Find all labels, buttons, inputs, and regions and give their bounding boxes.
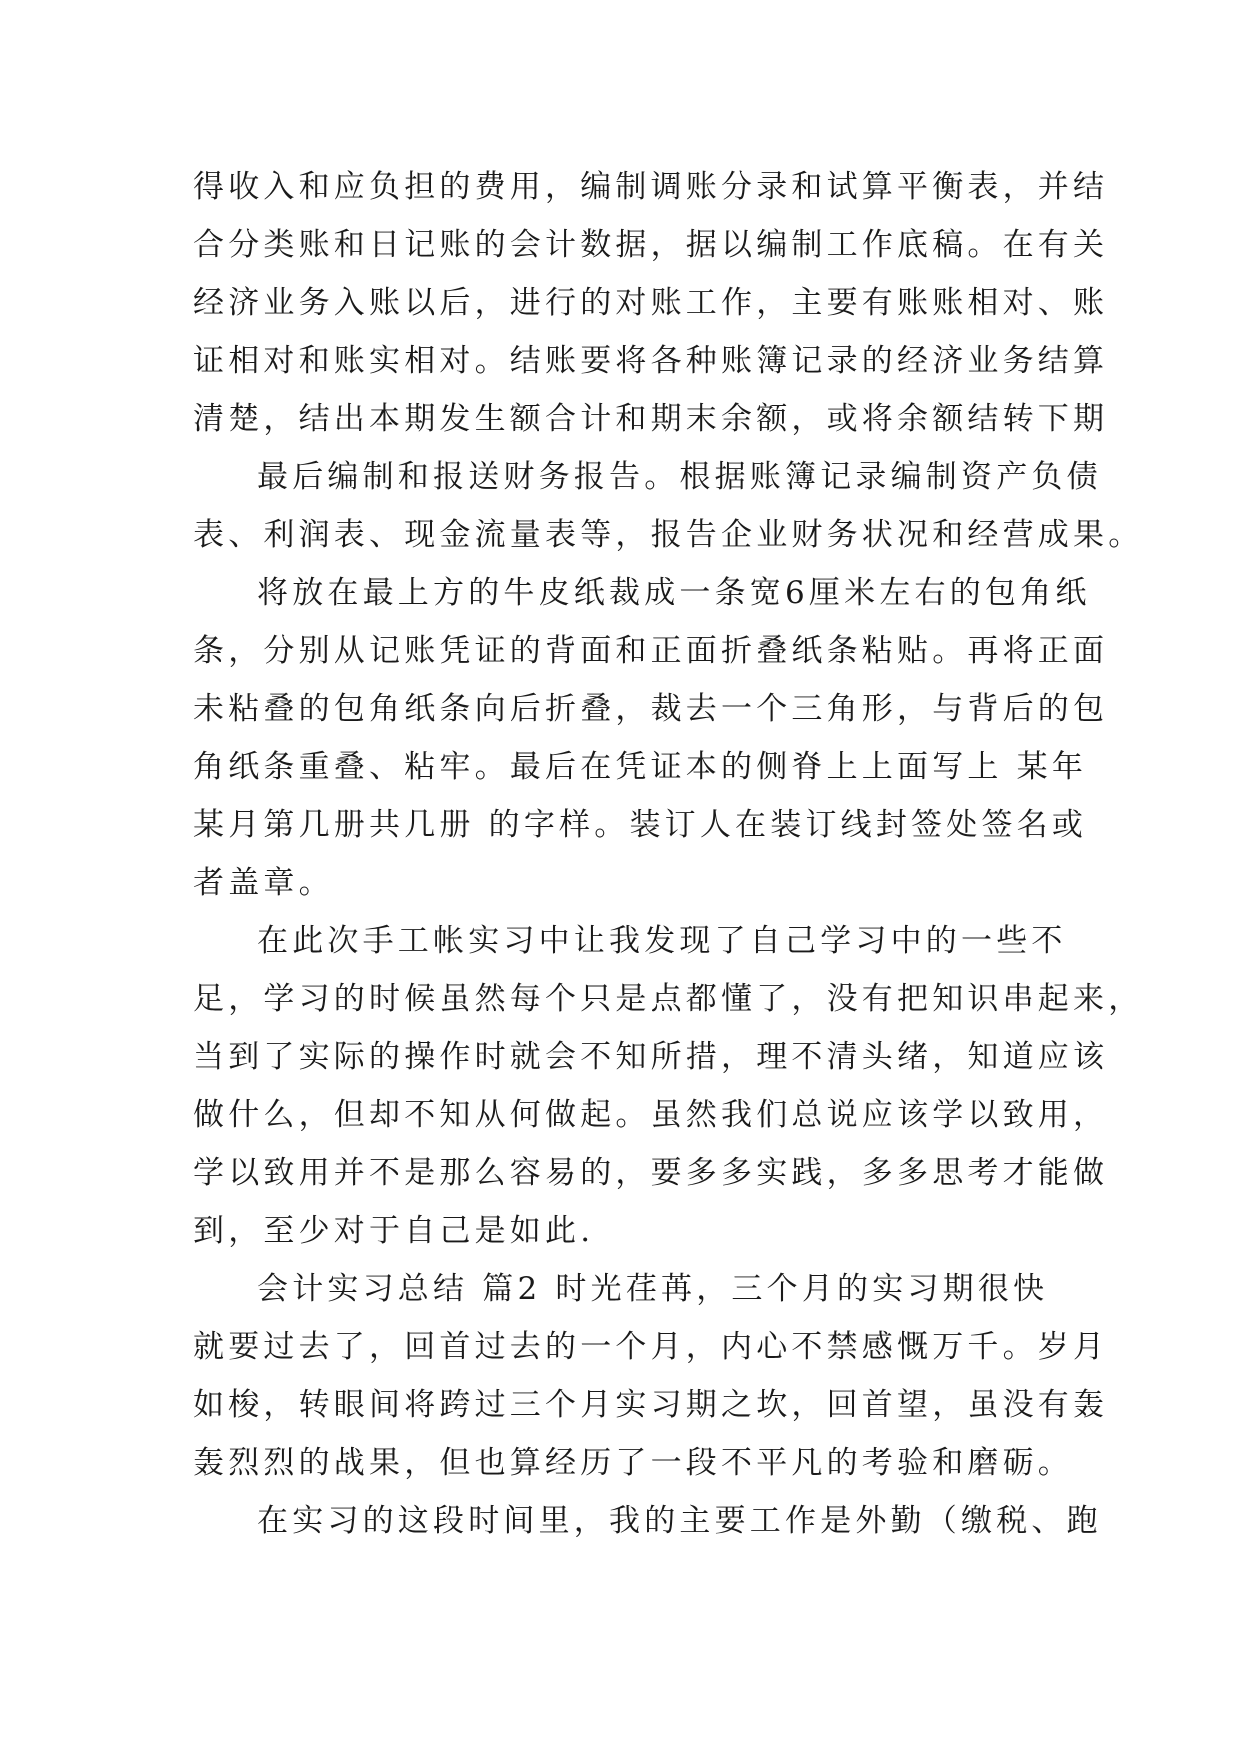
text-line: 就要过去了，回首过去的一个月，内心不禁感慨万千。岁月	[193, 1329, 1109, 1365]
text-line: 如梭，转眼间将跨过三个月实习期之坎，回首望，虽没有轰	[193, 1387, 1109, 1423]
text-line: 经济业务入账以后，进行的对账工作，主要有账账相对、账	[193, 285, 1109, 321]
text-line: 会计实习总结 篇2 时光荏苒，三个月的实习期很快	[257, 1271, 1049, 1307]
text-line: 做什么，但却不知从何做起。虽然我们总说应该学以致用，	[193, 1097, 1109, 1133]
text-line: 在此次手工帐实习中让我发现了自己学习中的一些不	[257, 923, 1067, 959]
text-line: 合分类账和日记账的会计数据，据以编制工作底稿。在有关	[193, 227, 1109, 263]
text-line: 在实习的这段时间里，我的主要工作是外勤（缴税、跑	[257, 1503, 1102, 1539]
document-body	[193, 158, 1144, 1550]
text-line: 到，至少对于自己是如此.	[193, 1213, 595, 1249]
text-line: 者盖章。	[193, 865, 334, 901]
text-line: 证相对和账实相对。结账要将各种账簿记录的经济业务结算	[193, 343, 1109, 379]
text-line: 轰烈烈的战果，但也算经历了一段不平凡的考验和磨砺。	[193, 1445, 1073, 1481]
text-line: 足，学习的时候虽然每个只是点都懂了，没有把知识串起来，	[193, 981, 1144, 1017]
text-line: 最后编制和报送财务报告。根据账簿记录编制资产负债	[257, 459, 1102, 495]
text-line: 条，分别从记账凭证的背面和正面折叠纸条粘贴。再将正面	[193, 633, 1109, 669]
text-line: 未粘叠的包角纸条向后折叠，裁去一个三角形，与背后的包	[193, 691, 1109, 727]
text-line: 学以致用并不是那么容易的，要多多实践，多多思考才能做	[193, 1155, 1109, 1191]
text-line: 角纸条重叠、粘牢。最后在凭证本的侧脊上上面写上 某年	[193, 749, 1088, 785]
text-line: 得收入和应负担的费用，编制调账分录和试算平衡表，并结	[193, 169, 1109, 205]
text-line: 将放在最上方的牛皮纸裁成一条宽6厘米左右的包角纸	[257, 575, 1091, 611]
text-line: 表、利润表、现金流量表等，报告企业财务状况和经营成果。	[193, 517, 1144, 553]
text-line: 某月第几册共几册 的字样。装订人在装订线封签处签名或	[193, 807, 1088, 843]
text-line: 当到了实际的操作时就会不知所措，理不清头绪，知道应该	[193, 1039, 1109, 1075]
text-line: 清楚，结出本期发生额合计和期末余额，或将余额结转下期	[193, 401, 1109, 437]
